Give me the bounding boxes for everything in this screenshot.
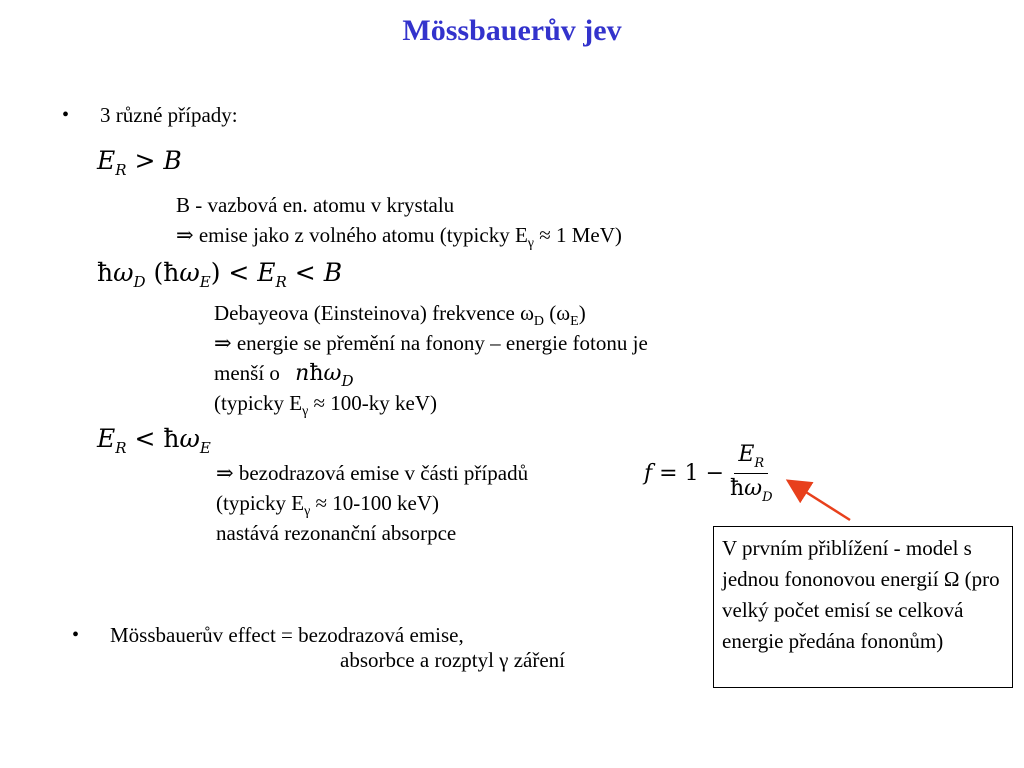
bullet-marker: • [62, 104, 70, 126]
bullet-2-line1: Mössbauerův effect = bezodrazová emise, [110, 623, 464, 647]
case2-line2: ⇒ energie se přemění na fonony – energie fotonu je [214, 331, 648, 355]
slide-title: Mössbauerův jev [402, 14, 622, 47]
case3-line1: ⇒ bezodrazová emise v části případů [216, 461, 529, 485]
case2-line1: Debayeova (Einsteinova) frekvence $\omega_D$ $(\omega_E)$ [214, 301, 586, 330]
bullet-1-text: 3 různé případy: [100, 103, 238, 127]
case3-formula: $E_R$ < $ħ\omega_E$ [97, 424, 211, 457]
callout-box: V prvním přiblížení - model s jednou fononovou energií Ω (pro velký počet emisí se celková energie předána fononům) [713, 526, 1013, 688]
case1-line2: ⇒ emise jako z volného atomu (typicky $E_\gamma \approx 1$ MeV) [176, 223, 622, 252]
bullet-2-line2: absorbce a rozptyl γ záření [340, 648, 566, 672]
n-hbar-omega-formula: nħω$_D$ [295, 361, 354, 390]
case2-formula: $ħ\omega_D$ $(ħ\omega_E) < E_R < B$ [97, 258, 343, 291]
bullet-marker: • [72, 624, 80, 646]
implies-symbol: ⇒ [216, 461, 234, 485]
f-formula: f = 1 − $\frac{E_R}{ħ\omega_D}$ [644, 442, 773, 505]
case1-formula: $E_R > B$ [97, 146, 182, 179]
case3-line3: nastává rezonanční absorpce [216, 521, 457, 545]
case1-line1: B - vazbová en. atomu v krystalu [176, 193, 455, 217]
case3-line2: (typicky $E_\gamma \approx 10-100$ keV) [216, 491, 439, 520]
case2-line4: (typicky $E_\gamma \approx 100-ky$ keV) [214, 391, 437, 420]
implies-symbol: ⇒ [176, 223, 194, 247]
pointer-arrow [770, 470, 870, 530]
case2-line3: menší o nħω$_D$ [214, 361, 354, 390]
implies-symbol: ⇒ [214, 331, 232, 355]
